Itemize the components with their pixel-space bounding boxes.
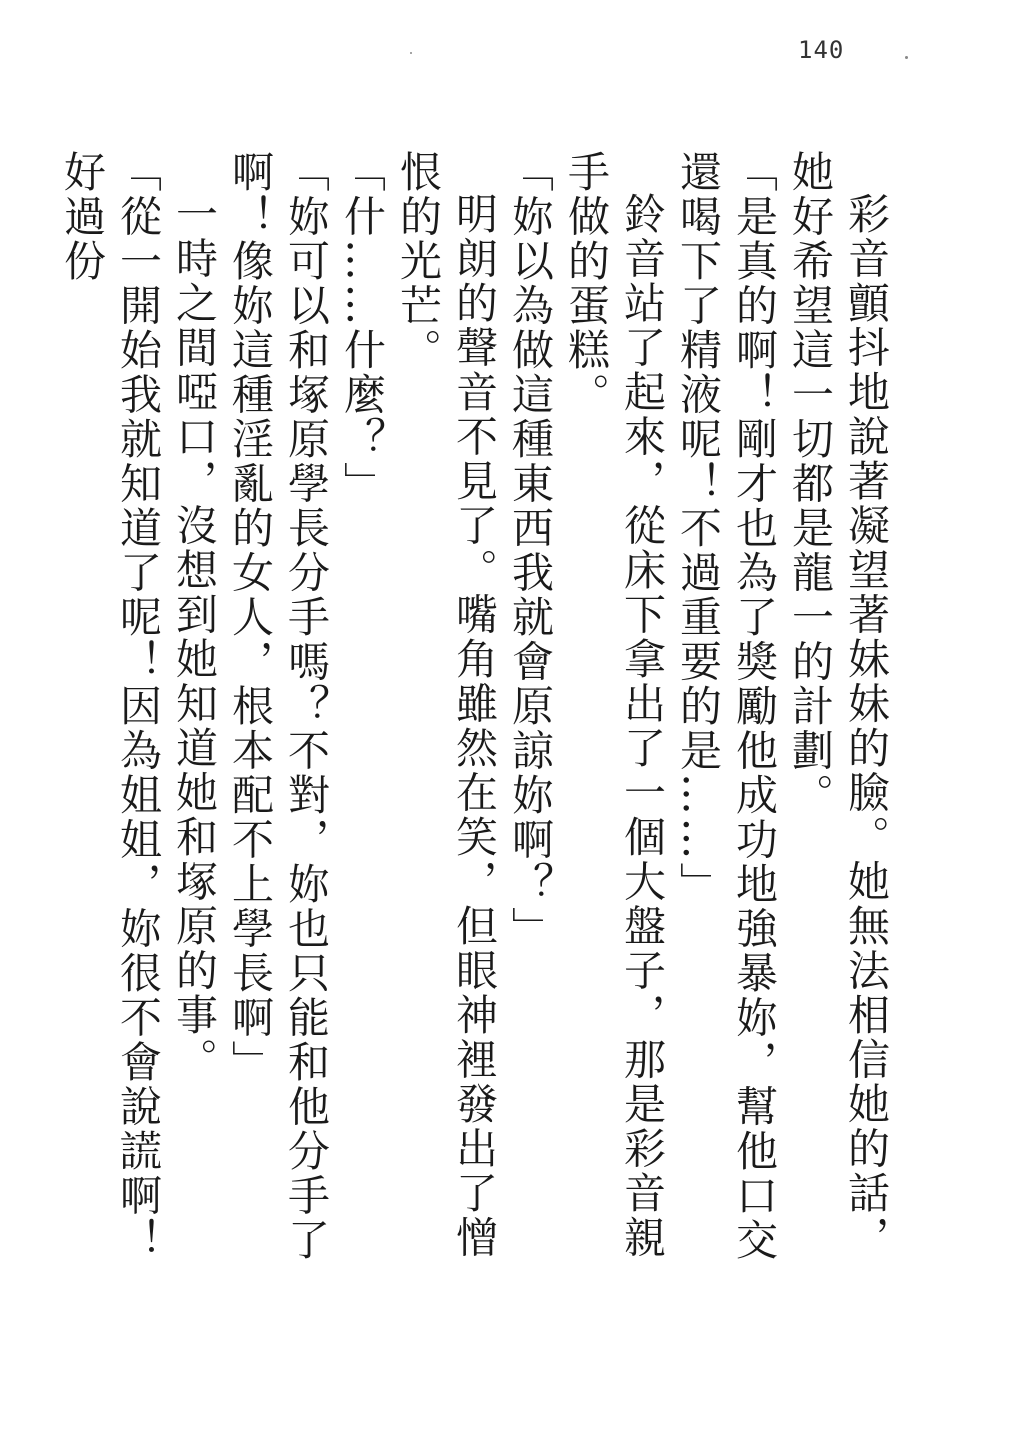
paragraph: 明朗的聲音不見了。嘴角雖然在笑，但眼神裡發出了憎恨的光芒。 bbox=[394, 150, 499, 1260]
paragraph: 「什……什麼？」 bbox=[338, 150, 387, 506]
paragraph: 「妳以為做這種東西我就會原諒妳啊？」 bbox=[506, 150, 555, 951]
scan-speck bbox=[410, 52, 412, 54]
paragraph: 「從一開始我就知道了呢！因為姐姐，妳很不會說謊啊！好過份 bbox=[58, 150, 163, 1263]
paragraph: 彩音顫抖地說著凝望著妹妹的臉。她無法相信她的話，她好希望這一切都是龍一的計劃。 bbox=[786, 150, 891, 1260]
page-number: 140 bbox=[798, 36, 845, 64]
scan-speck bbox=[905, 56, 908, 59]
paragraph: 「妳可以和塚原學長分手嗎？不對，妳也只能和他分手了啊！像妳這種淫亂的女人，根本配不上學長啊」 bbox=[226, 150, 331, 1263]
vertical-text-block bbox=[54, 150, 894, 1290]
paragraph: 「是真的啊！剛才也為了獎勵他成功地強暴妳，幫他口交還喝下了精液呢！不過重要的是……」 bbox=[674, 150, 779, 1263]
paragraph: 一時之間啞口，沒想到她知道她和塚原的事。 bbox=[170, 192, 219, 1082]
paragraph: 鈴音站了起來，從床下拿出了一個大盤子，那是彩音親手做的蛋糕。 bbox=[562, 150, 667, 1260]
